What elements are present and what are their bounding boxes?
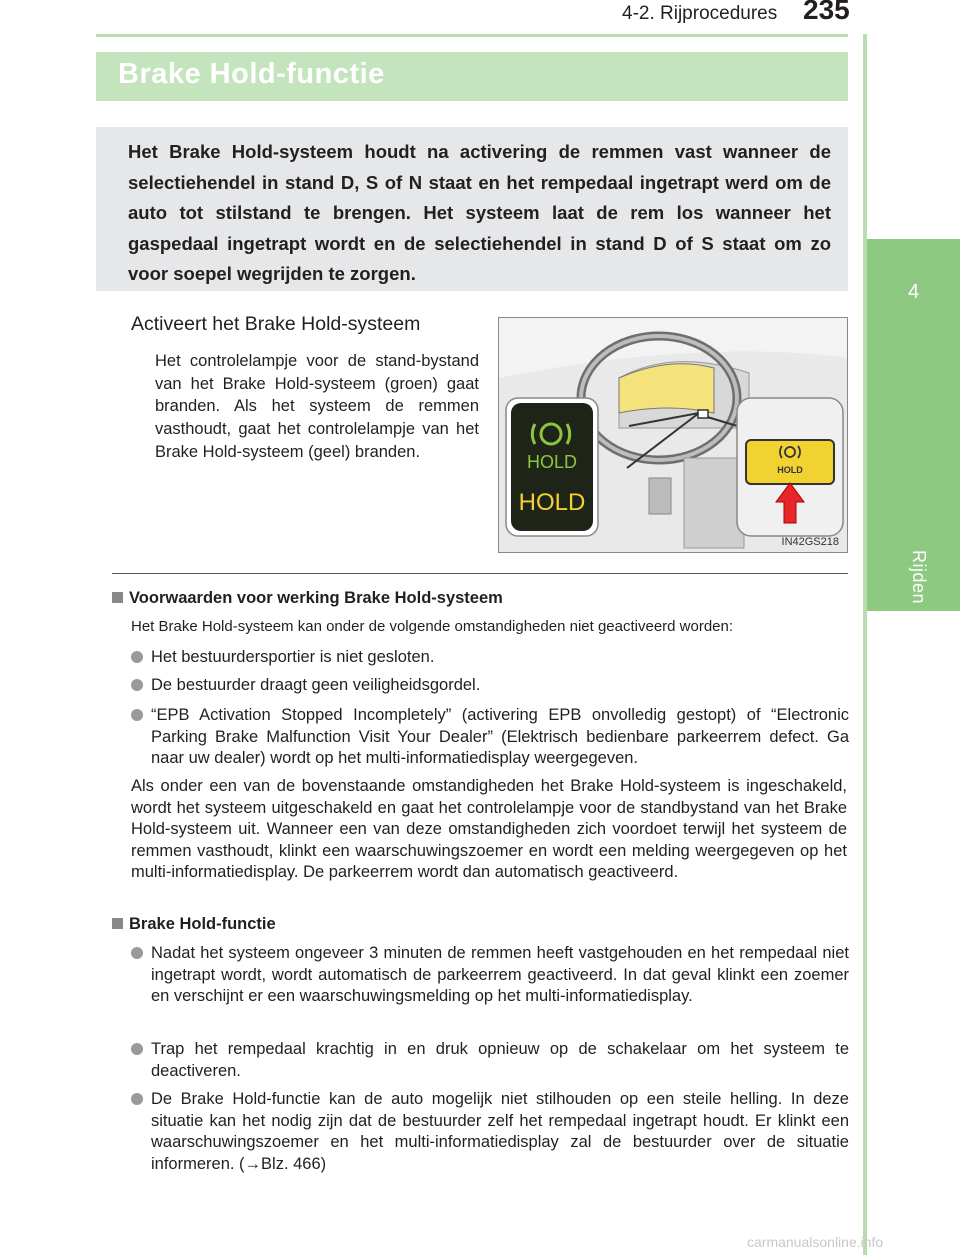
conditions-paragraph: Als onder een van de bovenstaande omstandigheden het Brake Hold-systeem is ingeschakeld, wordt het systeem uitgeschakeld en gaat het controlelampje voor de standbystand van het Brake Hold-systeem uit. Wanneer een van deze omstandigheden zich voordoet terwijl het systeem de remmen vasthoudt, klinkt een waarschuwingszoemer en wordt een melding weergegeven op het multi-informatiedisplay. De parkeerrem wordt dan automatisch geactiveerd. (131, 777, 847, 881)
function-bullet-2: Trap het rempedaal krachtig in en druk opnieuw op de schakelaar om het systeem te deactiveren. (131, 1039, 849, 1082)
page-title: Brake Hold-functie (118, 58, 385, 90)
illustration-code: IN42GS218 (781, 536, 839, 548)
square-bullet-icon (112, 918, 123, 929)
activate-heading: Activeert het Brake Hold-systeem (131, 313, 421, 335)
conditions-title-text: Voorwaarden voor werking Brake Hold-systeem (129, 589, 503, 607)
header-rule (96, 34, 848, 37)
circle-bullet-icon (131, 709, 143, 721)
function-title-text: Brake Hold-functie (129, 915, 276, 933)
hold-indicator-green: HOLD (526, 452, 578, 472)
function-bullet-3: De Brake Hold-functie kan de auto mogelijk niet stilhouden op een steile helling. In deze situatie kan het nodig zijn dat de bestuurder zelf het rempedaal ingetrapt houdt. Er klinkt een waarschuwingszoemer en het multi-informatiedisplay zal de bestuurder over de situatie informeren. (→Blz. 466) (131, 1089, 849, 1175)
intro-box (96, 127, 848, 291)
circle-bullet-icon (131, 1093, 143, 1105)
header-section: 4-2. Rijprocedures (622, 3, 778, 24)
chapter-number: 4 (907, 281, 920, 303)
title-band (96, 52, 848, 101)
function-bullet-1: Nadat het systeem ongeveer 3 minuten de remmen heeft vastgehouden en het rempedaal niet ingetrapt wordt, wordt automatisch de parkeerrem geactiveerd. In dat geval klinkt een zoemer en verschijnt er een waarschuwingsmelding op het multi-informatiedisplay. (131, 943, 849, 1008)
condition-bullet-2: De bestuurder draagt geen veiligheidsgordel. (131, 675, 849, 697)
conditions-note: Het Brake Hold-systeem kan onder de volgende omstandigheden niet geactiveerd worden: (131, 618, 734, 635)
condition-bullet-3: “EPB Activation Stopped Incompletely” (activering EPB onvolledig gestopt) of “Electronic Parking Brake Malfunction Visit Your Dealer” (Elektrisch bedienbare parkeerrem defect. Ga naar uw dealer) wordt op het multi-informatiedisplay weergegeven. (131, 705, 849, 770)
hold-indicator-yellow: HOLD (518, 489, 586, 516)
dashboard-illustration (499, 318, 848, 553)
function-title (112, 915, 852, 934)
chapter-name: Rijden (909, 550, 929, 605)
section-rule (112, 573, 848, 574)
circle-bullet-icon (131, 679, 143, 691)
illustration (498, 317, 848, 553)
hold-switch-label: HOLD (777, 465, 803, 475)
condition-bullet-1: Het bestuurdersportier is niet gesloten. (131, 647, 849, 669)
side-rule (863, 34, 867, 1255)
circle-bullet-icon (131, 1043, 143, 1055)
square-bullet-icon (112, 592, 123, 603)
page-number: 235 (803, 0, 850, 25)
conditions-title (112, 589, 852, 608)
activate-body: Het controlelampje voor de stand-bystand van het Brake Hold-systeem (groen) gaat branden. Als het systeem de remmen vasthoudt, gaat het controlelampje van het Brake Hold-systeem (geel) branden. (155, 352, 479, 461)
circle-bullet-icon (131, 651, 143, 663)
intro-text: Het Brake Hold-systeem houdt na activering de remmen vast wanneer de selectiehendel in stand D, S of N staat en het rempedaal ingetrapt werd om de auto tot stilstand te brengen. Het systeem laat de rem los wanneer het gaspedaal ingetrapt wordt en de selectiehendel in stand D of S staat om zo voor soepel wegrijden te zorgen. (128, 141, 831, 284)
watermark: carmanualsonline.info (747, 1234, 884, 1250)
circle-bullet-icon (131, 947, 143, 959)
